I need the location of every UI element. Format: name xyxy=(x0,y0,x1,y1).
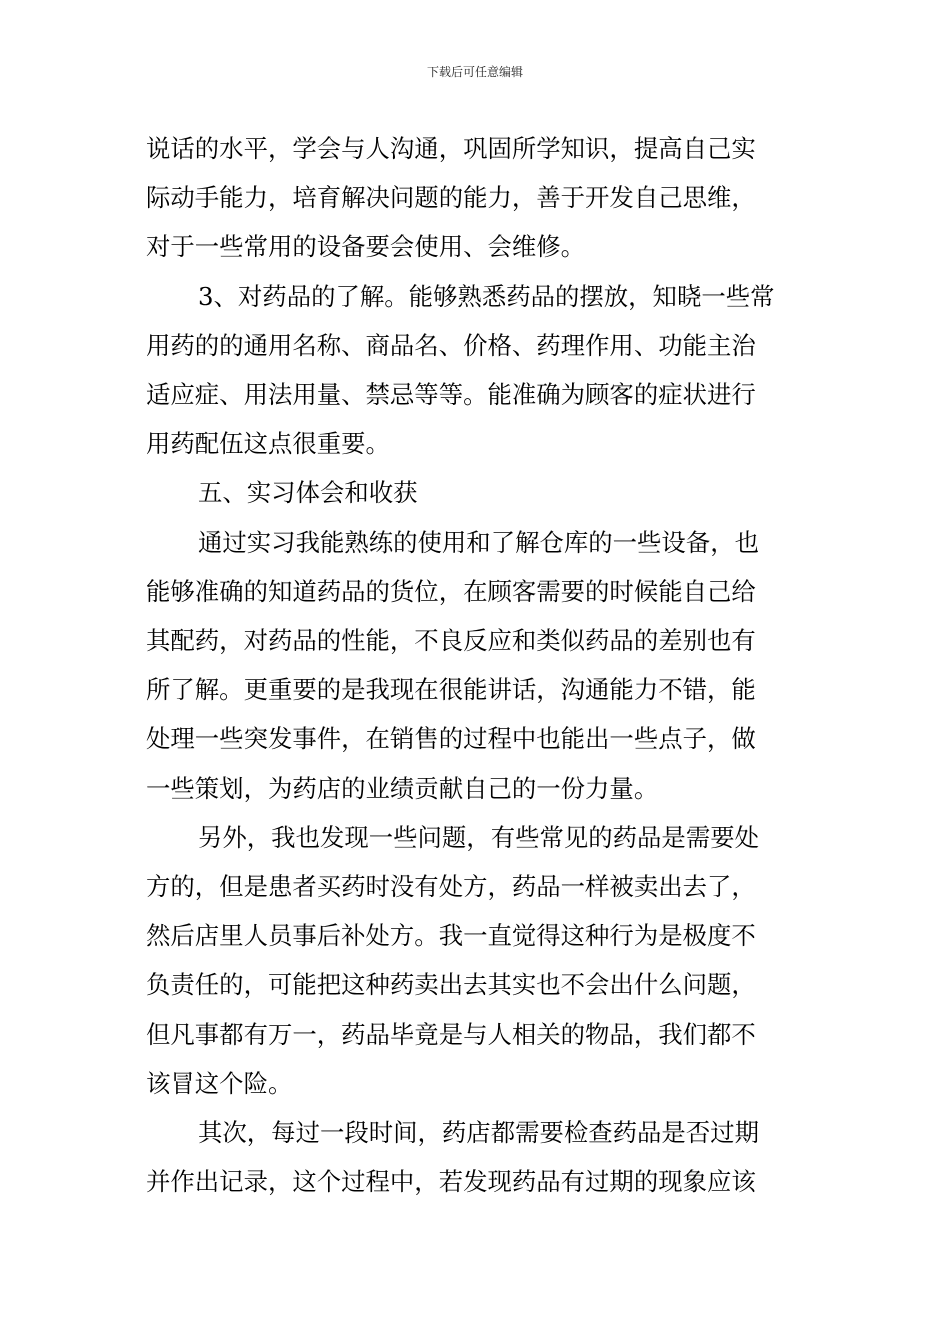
text-line: 所了解。更重要的是我现在很能讲话，沟通能力不错，能 xyxy=(146,675,756,705)
text-line: 其配药，对药品的性能，不良反应和类似药品的差别也有 xyxy=(146,626,756,656)
paragraph-problems-found xyxy=(146,813,808,1108)
text-line: 适应症、用法用量、禁忌等等。能准确为顾客的症状进行 xyxy=(146,380,756,410)
page-header: 下载后可任意编辑 xyxy=(426,65,523,79)
text-line: 际动手能力，培育解决问题的能力，善于开发自己思维， xyxy=(146,183,756,213)
text-line: 3、对药品的了解。能够熟悉药品的摆放，知晓一些常 xyxy=(198,281,775,311)
section-heading-text: 五、实习体会和收获 xyxy=(198,478,418,508)
text-line: 但凡事都有万一，药品毕竟是与人相关的物品，我们都不 xyxy=(146,1019,756,1049)
text-line: 一些策划，为药店的业绩贡献自己的一份力量。 xyxy=(146,773,659,803)
text-line: 处理一些突发事件，在销售的过程中也能出一些点子，做 xyxy=(146,724,756,754)
paragraph-communication-skills xyxy=(146,124,808,272)
text-line: 用药的的通用名称、商品名、价格、药理作用、功能主治 xyxy=(146,330,756,360)
text-line: 其次，每过一段时间，药店都需要检查药品是否过期 xyxy=(198,1118,759,1148)
text-line: 另外，我也发现一些问题，有些常见的药品是需要处 xyxy=(198,822,759,852)
text-line: 说话的水平，学会与人沟通，巩固所学知识，提高自己实 xyxy=(146,134,756,163)
text-line: 通过实习我能熟练的使用和了解仓库的一些设备，也 xyxy=(198,527,759,557)
paragraph-drug-knowledge xyxy=(146,272,808,469)
section-heading xyxy=(146,468,808,517)
text-line: 对于一些常用的设备要会使用、会维修。 xyxy=(146,232,586,262)
text-line: 并作出记录，这个过程中，若发现药品有过期的现象应该 xyxy=(146,1167,756,1197)
text-line: 然后店里人员事后补处方。我一直觉得这种行为是极度不 xyxy=(146,921,756,951)
text-line: 该冒这个险。 xyxy=(146,1068,293,1098)
text-line: 能够准确的知道药品的货位，在顾客需要的时候能自己给 xyxy=(146,576,756,606)
paragraph-internship-gains xyxy=(146,518,808,813)
document-body xyxy=(146,124,808,1206)
text-line: 负责任的，可能把这种药卖出去其实也不会出什么问题， xyxy=(146,970,756,1000)
paragraph-expiry-check xyxy=(146,1108,808,1206)
text-line: 用药配伍这点很重要。 xyxy=(146,429,390,459)
text-line: 方的，但是患者买药时没有处方，药品一样被卖出去了， xyxy=(146,872,756,902)
